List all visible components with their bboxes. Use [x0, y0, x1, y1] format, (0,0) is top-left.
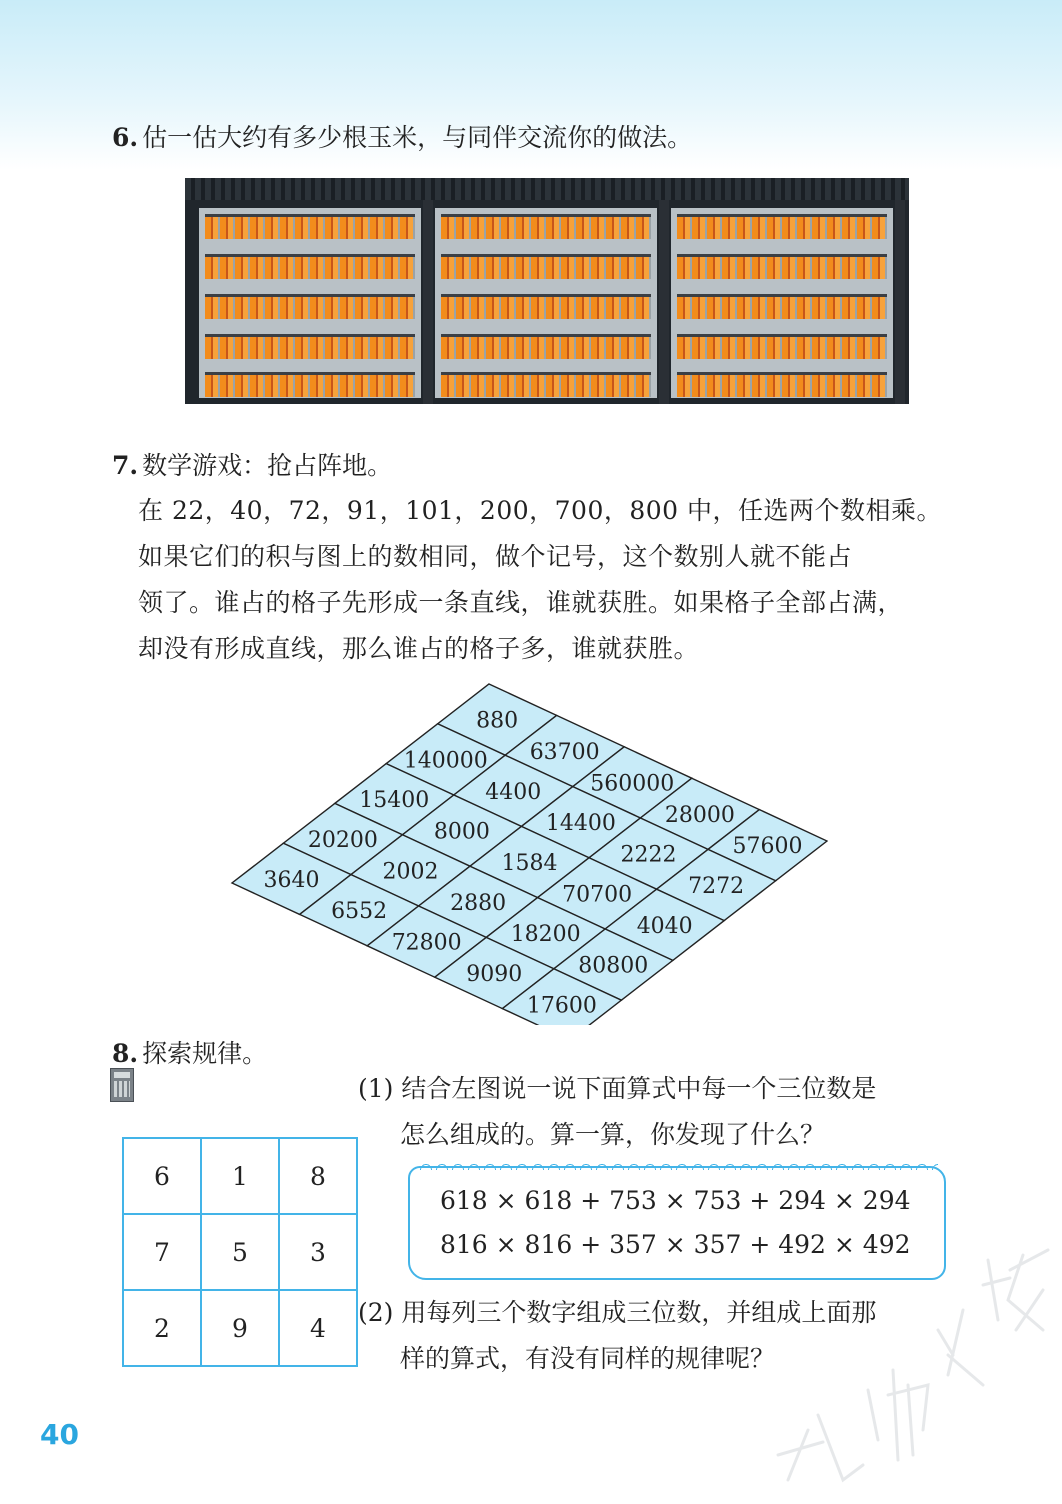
photo-roof: [185, 178, 909, 200]
table-cell: 1: [201, 1138, 279, 1214]
board-cell-value: 57600: [732, 834, 803, 860]
table-cell: 2: [123, 1290, 201, 1366]
sub-question-line: (2) 用每列三个数字组成三位数，并组成上面那: [358, 1298, 877, 1327]
board-cell-value: 28000: [664, 802, 735, 828]
board-cell-value: 70700: [562, 882, 633, 908]
photo-panel: [435, 208, 657, 398]
board-cell-value: 18200: [510, 922, 581, 948]
table-cell: 3: [279, 1214, 357, 1290]
board-cell-value: 880: [476, 708, 519, 734]
question-6-title: [112, 118, 692, 154]
publisher-watermark: [748, 1180, 1058, 1500]
question-8-title: [112, 1034, 267, 1070]
question-7-rules: [138, 488, 958, 672]
photo-panel: [199, 208, 421, 398]
board-cell-value: 7272: [688, 874, 745, 899]
board-cell-value: 2222: [620, 842, 677, 868]
question-7-title: [112, 446, 392, 482]
rule-line: 在 22，40，72，91，101，200，700，800 中，任选两个数相乘。: [138, 496, 943, 525]
photo-panel: [671, 208, 893, 398]
question-text: 估一估大约有多少根玉米，与同伴交流你的做法。: [142, 123, 693, 152]
board-cell-value: 15400: [359, 788, 430, 814]
board-cell-value: 9090: [466, 962, 523, 987]
question-text: 数学游戏：抢占阵地。: [142, 451, 393, 480]
question-text: 探索规律。: [142, 1039, 268, 1068]
board-cell-value: 8000: [433, 819, 490, 845]
board-cell-value: 14400: [545, 811, 616, 837]
table-cell: 9: [201, 1290, 279, 1366]
question-number: 6.: [112, 123, 139, 152]
table-cell: 5: [201, 1214, 279, 1290]
board-cell-value: 80800: [578, 953, 649, 979]
board-cell-value: 2002: [382, 859, 439, 885]
sub-question-line: 样的算式，有没有同样的规律呢？: [400, 1344, 776, 1373]
game-board: [228, 680, 828, 1025]
sub-question-line: (1) 结合左图说一说下面算式中每一个三位数是: [358, 1074, 877, 1103]
formula-line: 618 × 618 + 753 × 753 + 294 × 294: [440, 1186, 911, 1215]
board-cell-value: 2880: [450, 890, 507, 916]
board-cell-value: 140000: [403, 748, 488, 774]
board-cell-value: 4040: [636, 913, 693, 939]
board-cell-value: 72800: [391, 930, 462, 956]
board-cell-value: 560000: [590, 771, 675, 797]
board-cell-value: 20200: [307, 828, 378, 853]
question-number: 8.: [112, 1039, 139, 1068]
sub-question-line: 怎么组成的。算一算，你发现了什么？: [400, 1120, 826, 1149]
sub-question-1: [358, 1066, 876, 1158]
board-cell-value: 6552: [331, 899, 388, 925]
question-number: 7.: [112, 451, 139, 480]
magic-square-table: [122, 1137, 358, 1367]
page-number: 40: [40, 1418, 79, 1451]
corn-drying-photo: [185, 178, 909, 404]
board-cell-value: 3640: [263, 867, 320, 893]
board-cell-value: 63700: [529, 740, 600, 765]
table-cell: 6: [123, 1138, 201, 1214]
formula-line: 816 × 816 + 357 × 357 + 492 × 492: [440, 1230, 911, 1259]
rule-line: 领了。谁占的格子先形成一条直线，谁就获胜。如果格子全部占满，: [138, 588, 904, 617]
rule-line: 如果它们的积与图上的数相同，做个记号，这个数别人就不能占: [138, 542, 853, 571]
table-cell: 4: [279, 1290, 357, 1366]
board-cell-value: 1584: [501, 851, 558, 876]
rule-line: 却没有形成直线，那么谁占的格子多，谁就获胜。: [138, 634, 700, 663]
board-cell-value: 4400: [485, 779, 542, 805]
board-cell-value: 17600: [526, 993, 597, 1019]
table-cell: 7: [123, 1214, 201, 1290]
calculator-icon: [110, 1068, 134, 1102]
table-cell: 8: [279, 1138, 357, 1214]
